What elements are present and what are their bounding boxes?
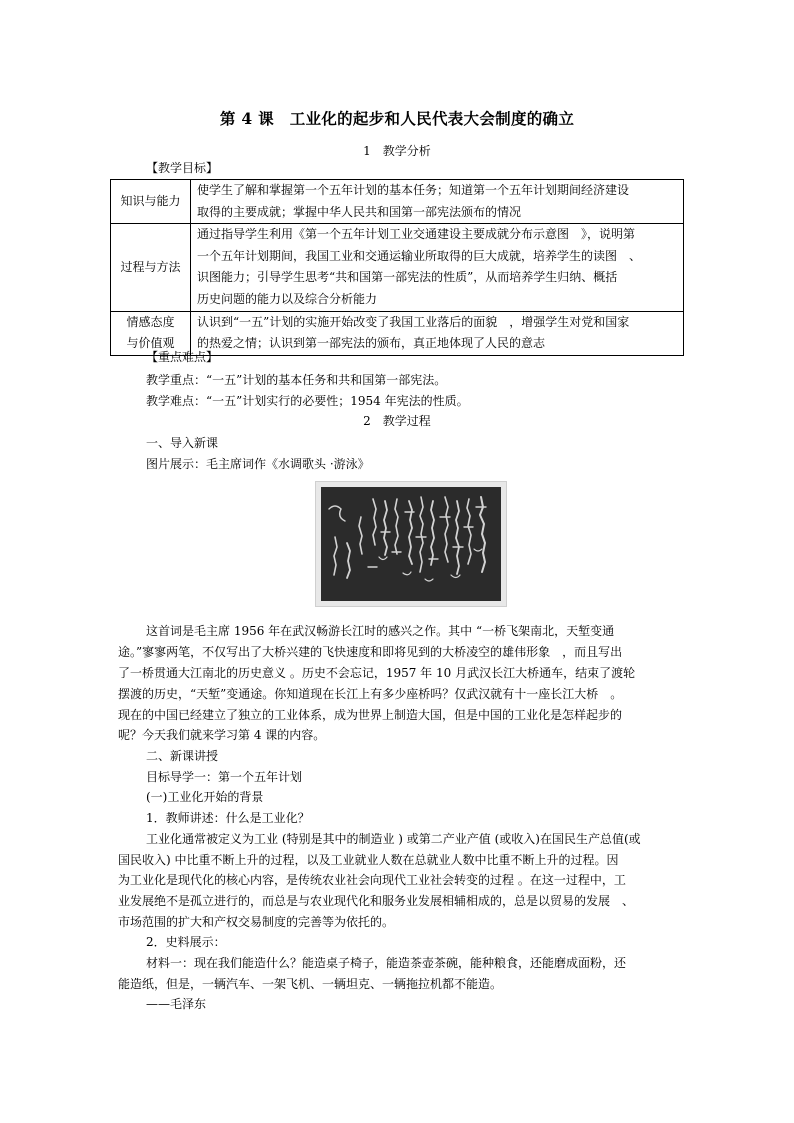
key-point: 教学重点：“一五”计划的基本任务和共和国第一部宪法。 — [146, 373, 447, 387]
material-line: 能造纸，但是，一辆汽车、一架飞机、一辆坦克、一辆拖拉机都不能造。 — [118, 977, 503, 991]
table-row — [111, 224, 684, 311]
definition-line: 国民收入) 中比重不断上升的过程，以及工业就业人数在总就业人数中比重不断上升的过程。因 — [118, 853, 619, 867]
definition-line: 工业化通常被定义为工业 (特别是其中的制造业 ) 或第二产业产值 (或收入)在国民生产总值(或 — [146, 832, 641, 846]
section-heading-analysis: 1 教学分析 — [363, 144, 431, 158]
row-content-knowledge — [191, 180, 684, 224]
row-header-process: 过程与方法 — [111, 224, 191, 311]
material-line: 材料一：现在我们能造什么？能造桌子椅子，能造茶壶茶碗，能种粮食，还能磨成面粉，还 — [146, 956, 627, 970]
row-header-knowledge: 知识与能力 — [111, 180, 191, 224]
section-heading-process: 2 教学过程 — [363, 414, 431, 428]
definition-line: 为工业化是现代化的核心内容，是传统农业社会向现代工业社会转变的过程 。在这一过程中，工 — [118, 873, 626, 887]
objectives-table — [110, 179, 684, 356]
header-line: 与价值观 — [126, 336, 175, 351]
difficult-point: 教学难点：“一五”计划实行的必要性；1954 年宪法的性质。 — [146, 394, 469, 408]
background-heading: (一)工业化开始的背景 — [146, 790, 264, 804]
intro-line: 现在的中国已经建立了独立的工业体系，成为世界上制造大国，但是中国的工业化是怎样起步的 — [118, 708, 623, 722]
part-heading-intro: 一、导入新课 — [146, 436, 219, 450]
intro-line: 呢？今天我们就来学习第 4 课的内容。 — [118, 728, 326, 742]
content-line: 历史问题的能力以及综合分析能力 — [197, 291, 378, 306]
content-line: 取得的主要成就；掌握中华人民共和国第一部宪法颁布的情况 — [197, 204, 522, 219]
content-line: 一个五年计划期间，我国工业和交通运输业所取得的巨大成就，培养学生的读图 、 — [197, 248, 642, 263]
intro-line: 了一桥贯通大江南北的历史意义 。历史不会忘记，1957 年 10 月武汉长江大桥通车，结束了渡轮 — [118, 666, 636, 680]
definition-line: 业发展绝不是孤立进行的，而总是与农业现代化和服务业发展相辅相成的，总是以贸易的发展 、 — [118, 894, 635, 908]
source-heading: 2．史料展示： — [146, 935, 226, 949]
intro-line: 这首词是毛主席 1956 年在武汉畅游长江时的感兴之作。其中 “一桥飞架南北，天堑变通 — [146, 624, 615, 638]
lesson-title: 第 4 课 工业化的起步和人民代表大会制度的确立 — [219, 109, 575, 128]
content-line: 通过指导学生利用《第一个五年计划工业交通建设主要成就分布示意图 》，说明第 — [197, 227, 636, 242]
picture-caption: 图片展示：毛主席词作《水调歌头 ·游泳》 — [146, 457, 370, 471]
part-heading-new-lesson: 二、新课讲授 — [146, 749, 219, 763]
content-line: 使学生了解和掌握第一个五年计划的基本任务；知道第一个五年计划期间经济建设 — [197, 183, 630, 197]
content-line: 识图能力；引导学生思考“共和国第一部宪法的性质”，从而培养学生归纳、概括 — [197, 270, 618, 285]
calligraphy-strokes — [321, 487, 501, 601]
goal-heading: 目标导学一：第一个五年计划 — [146, 770, 303, 784]
table-row — [111, 180, 684, 224]
intro-line: 摆渡的历史，“天堑”变通途。你知道现在长江上有多少座桥吗？仅武汉就有十一座长江大桥 。 — [118, 687, 623, 701]
content-line: 认识到“一五”计划的实施开始改变了我国工业落后的面貌 ，增强学生对党和国家 — [197, 314, 630, 329]
row-content-emotion — [191, 311, 684, 355]
calligraphy-image — [315, 481, 507, 607]
question-heading: 1．教师讲述：什么是工业化？ — [146, 811, 310, 825]
definition-line: 市场范围的扩大和产权交易制度的完善等为依托的。 — [118, 915, 395, 929]
material-source: ——毛泽东 — [146, 997, 207, 1011]
header-line: 情感态度 — [126, 314, 175, 329]
row-content-process — [191, 224, 684, 311]
content-line: 的热爱之情；认识到第一部宪法的颁布，真正地体现了人民的意志 — [197, 336, 546, 351]
key-points-label: 【重点难点】 — [146, 350, 219, 364]
intro-line: 途。”寥寥两笔，不仅写出了大桥兴建的飞快速度和即将见到的大桥凌空的雄伟形象 ，而且写出 — [118, 645, 623, 659]
objectives-label: 【教学目标】 — [146, 161, 219, 175]
